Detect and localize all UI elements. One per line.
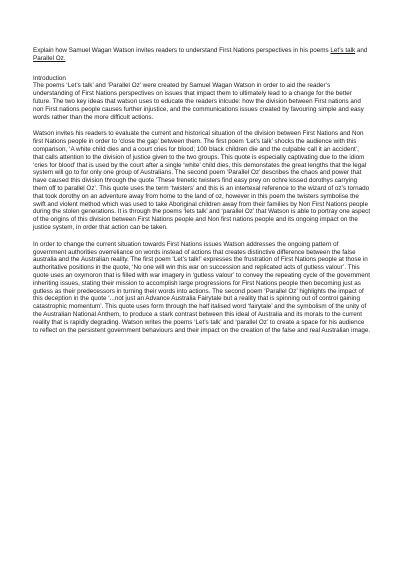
question-text: Explain how Samuel Wagan Watson invites readers to understand First Nations perspectives in his poems [33,47,331,54]
poem-title-lets-talk: Let’s talk [330,47,356,54]
essay-question [33,47,371,63]
section-heading: Introduction [33,74,66,82]
question-conjunction: and [355,47,368,54]
paragraph-communication: In order to change the current situation towards First Nations issues Watson addresses the ongoing pattern of government authorities overreliance on words instead of actions that creates distinctive difference between the false australia and the Australian reality. The first poem ‘Let’s talk!’ expresses the frustration of First Nations people at those in authoritative positions in the quote, ‘No one will win this war on succession and replicated acts of gutless valour’. This quote uses an oxymoron that is filled with war imagery in ‘gutless valour’ to convey the repeating cycle of the government inheriting issues, stating their mission to accomplish large progressions for First Nations people then becoming just as gutless as their predecessors in turning their words into actions. The second poem ‘Parallel Oz’ highlights the impact of this deception in the quote ‘...not just an Advance Australia Fairytale but a reality that is spinning out of control gaining catastrophic momentum’. This quote uses form through the half italised word ‘fairytale’ and the symbolism of the unity of the Australian National Anthem, to produce a stark contrast between this ideal of Australia and its morals to the current reality that is rapidly degrading. Watson writes the poems ‘Let’s talk’ and ‘parallel Oz’ to create a space for his audience to reflect on the persistent government behaviours and their impact on the creation of the false and real Australian image. [33,240,371,334]
document-body [33,47,371,343]
paragraph-introduction: The poems ‘Let’s talk’ and ‘Parallel Oz’ were created by Samuel Wagan Watson in order to aid the reader’s understanding of First Nations perspectives on issues that impact them to ultimately lead to a change for the better future. The two key ideas that watson uses to educate the readers inlcude: how the division between First nations and non First nations people causes further injustice, and the communications issues created by favouring simple and easy words rather than the more difficult actions. [33,82,364,121]
paragraph-division: Watson invites his readers to evaluate the current and historical situation of the division between First Nations and Non first Nations people in order to ‘close the gap’ between them. The first poem ‘Let’s talk’ shocks the audience with this comparison, ‘A white child dies and a court cries for blood; 100 black children die and the culpable call it an accident’, that calls attention to the division of justice given to the two groups. This quote is especially captivating due to the idiom ‘cries for blood’ that is used by the court after a single ‘white’ child dies, this demonstates the great lengths that the legal system will go to for only one group of Australians. The second poem ‘Parallel Oz’ describes the chaos and power that have caused this division through the quote ‘These frenetic twisters find easy prey on ochre kissed dorothys carrying them off to parallel Oz’. This quote uses the term ‘twisters’ and this is an intertexal reference to the wizard of oz’s tornado that took dorothy on an adventure away from home to the land of oz, however in this poem the twisters symbolise the swift and violent method which was used to take Aboriginal children away from their families by Non First Nations people during the stolen generations. It is through the poems ‘lets talk’ and ‘parallel Oz’ that Watson is able to portray one aspect of the origins of this division between First Nations people and Non first nations people and its ongoing impact on the justice system, in order that action can be taken. [33,130,371,231]
poem-title-parallel-oz: Parallel Oz. [33,54,66,62]
